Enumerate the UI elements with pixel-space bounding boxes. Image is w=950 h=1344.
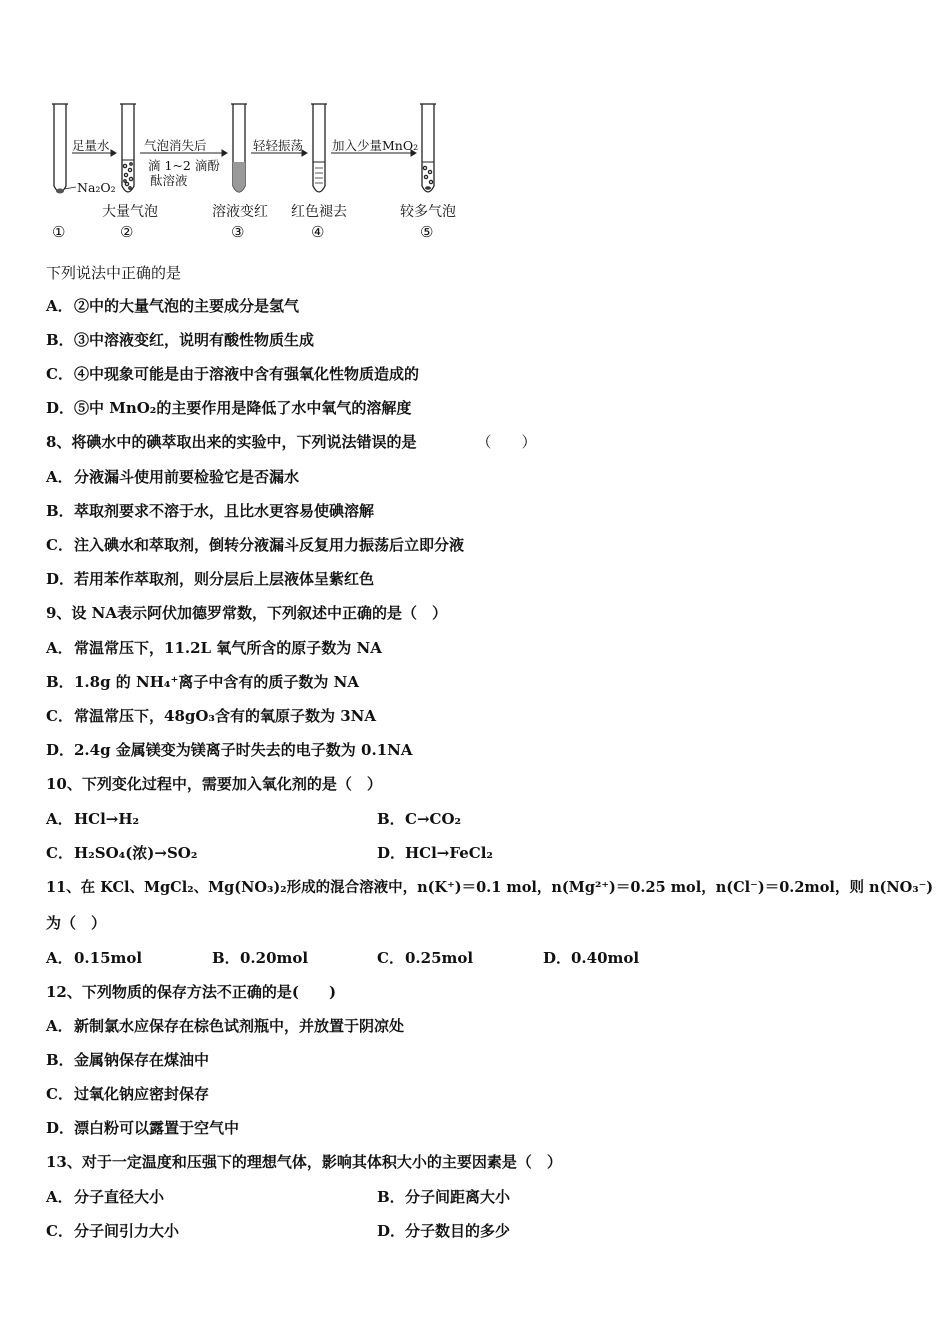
q8-option-b [46, 500, 374, 521]
answer-paren: （ ） [476, 433, 537, 451]
q12-option-c [46, 1083, 209, 1104]
step-label-1: 足量水 [72, 138, 110, 153]
option-label: C． [46, 707, 73, 725]
option-text: ④中现象可能是由于溶液中含有强氧化性物质造成的 [74, 365, 420, 383]
tube-number-3: ③ [231, 223, 245, 241]
q7-option-b [46, 329, 314, 350]
question-8-stem [46, 431, 536, 452]
experiment-figure [40, 98, 470, 248]
q10-option-a [46, 808, 139, 829]
option-label: D． [46, 570, 75, 588]
option-text: ②中的大量气泡的主要成分是氢气 [74, 297, 300, 315]
option-text: 常温常压下，48gO₃含有的氧原子数为 3NA [74, 707, 377, 725]
q10-option-b [377, 808, 461, 829]
option-label: A． [46, 468, 73, 486]
option-label: C． [46, 365, 73, 383]
test-tube-3 [231, 104, 247, 192]
option-label: D． [543, 949, 572, 967]
option-label: B． [377, 810, 405, 828]
option-text: 分子直径大小 [74, 1188, 165, 1206]
option-label: A． [46, 1188, 73, 1206]
option-text: 0.40mol [571, 949, 640, 967]
q11-option-b [212, 947, 308, 968]
q8-option-c [46, 534, 464, 555]
caption-4: 红色褪去 [291, 204, 347, 220]
q7-option-c [46, 363, 419, 384]
caption-2: 大量气泡 [102, 204, 158, 220]
q10-option-d [377, 842, 493, 863]
option-label: B． [46, 502, 74, 520]
tube-number-5: ⑤ [420, 223, 434, 241]
q7-option-d [46, 397, 411, 418]
caption-3: 溶液变红 [212, 204, 268, 220]
q8-option-a [46, 466, 299, 487]
option-label: C． [377, 949, 404, 967]
option-text: ③中溶液变红，说明有酸性物质生成 [74, 331, 315, 349]
option-text: 萃取剂要求不溶于水，且比水更容易使碘溶解 [74, 502, 375, 520]
option-label: C． [46, 536, 73, 554]
option-text: 金属钠保存在煤油中 [74, 1051, 210, 1069]
option-label: D． [46, 741, 75, 759]
option-label: A． [46, 297, 73, 315]
question-11-stem: 11、在 KCl、MgCl₂、Mg(NO₃)₂形成的混合溶液中，n(K⁺)＝0.1 mol，n(Mg²⁺)＝0.25 mol，n(Cl⁻)＝0.2mol，则 n(NO₃⁻) [46, 879, 934, 896]
option-label: C． [46, 1085, 73, 1103]
question-7-stem: 下列说法中正确的是 [46, 264, 182, 282]
test-tube-2 [120, 104, 136, 192]
option-label: B． [212, 949, 240, 967]
question-11-stem-cont: 为（ ） [46, 914, 107, 932]
option-text: 1.8g 的 NH₄⁺离子中含有的质子数为 NA [74, 673, 359, 691]
option-text: 若用苯作萃取剂，则分层后上层液体呈紫红色 [74, 570, 375, 588]
tube-number-4: ④ [311, 223, 325, 241]
option-text: HCl→H₂ [74, 810, 140, 828]
q9-option-c [46, 705, 376, 726]
question-9-stem: 9、设 NA表示阿伏加德罗常数，下列叙述中正确的是（ ） [46, 604, 448, 622]
q9-option-a [46, 637, 382, 658]
option-text: HCl→FeCl₂ [405, 844, 493, 862]
q13-option-c [46, 1220, 179, 1241]
step-note-2a: 滴 1~2 滴酚 [148, 158, 220, 173]
test-tube-4 [311, 104, 327, 192]
step-label-3: 轻轻振荡 [253, 138, 304, 153]
test-tube-1 [52, 104, 68, 194]
option-label: C． [46, 1222, 73, 1240]
option-label: B． [377, 1188, 405, 1206]
q13-option-d [377, 1220, 510, 1241]
q13-option-a [46, 1186, 164, 1207]
q8-option-d [46, 568, 374, 589]
option-text: H₂SO₄(浓)→SO₂ [74, 844, 198, 862]
option-label: A． [46, 1017, 73, 1035]
tube-number-2: ② [120, 223, 134, 241]
q12-option-b [46, 1049, 209, 1070]
q10-option-c [46, 842, 197, 863]
option-label: D． [377, 844, 406, 862]
q13-option-b [377, 1186, 510, 1207]
q7-option-a [46, 295, 299, 316]
option-text: 新制氯水应保存在棕色试剂瓶中，并放置于阴凉处 [74, 1017, 405, 1035]
q12-option-a [46, 1015, 404, 1036]
option-label: C． [46, 844, 73, 862]
q11-option-c [377, 947, 473, 968]
question-10-stem: 10、下列变化过程中，需要加入氧化剂的是（ ） [46, 775, 382, 793]
option-text: C→CO₂ [405, 810, 462, 828]
option-text: 0.20mol [240, 949, 309, 967]
q12-option-d [46, 1117, 239, 1138]
option-label: D． [46, 399, 75, 417]
option-label: A． [46, 639, 73, 657]
caption-5: 较多气泡 [400, 204, 456, 220]
q9-option-b [46, 671, 359, 692]
option-text: ⑤中 MnO₂的主要作用是降低了水中氧气的溶解度 [74, 399, 412, 417]
question-12-stem: 12、下列物质的保存方法不正确的是( ) [46, 983, 337, 1001]
option-label: A． [46, 810, 73, 828]
step-label-2: 气泡消失后 [144, 138, 207, 153]
test-tube-diagram [40, 98, 470, 248]
option-label: A． [46, 949, 73, 967]
tube-number-1: ① [52, 223, 66, 241]
test-tube-5 [420, 104, 436, 192]
option-label: D． [46, 1119, 75, 1137]
q9-option-d [46, 739, 412, 760]
question-text: 8、将碘水中的碘萃取出来的实验中，下列说法错误的是 [46, 433, 417, 451]
option-text: 分液漏斗使用前要检验它是否漏水 [74, 468, 300, 486]
option-label: B． [46, 331, 74, 349]
option-text: 过氧化钠应密封保存 [74, 1085, 210, 1103]
option-text: 0.15mol [74, 949, 143, 967]
step-note-2b: 酞溶液 [150, 173, 188, 188]
option-text: 常温常压下，11.2L 氧气所含的原子数为 NA [74, 639, 382, 657]
option-text: 分子间距离大小 [405, 1188, 511, 1206]
step-label-4: 加入少量MnO₂ [332, 138, 419, 153]
question-13-stem: 13、对于一定温度和压强下的理想气体，影响其体积大小的主要因素是（ ） [46, 1153, 562, 1171]
reagent-label: Na₂O₂ [77, 180, 116, 195]
option-label: B． [46, 673, 74, 691]
option-text: 分子数目的多少 [405, 1222, 511, 1240]
option-label: D． [377, 1222, 406, 1240]
q11-option-d [543, 947, 639, 968]
option-text: 分子间引力大小 [74, 1222, 180, 1240]
option-text: 注入碘水和萃取剂，倒转分液漏斗反复用力振荡后立即分液 [74, 536, 465, 554]
option-text: 漂白粉可以露置于空气中 [74, 1119, 240, 1137]
option-label: B． [46, 1051, 74, 1069]
option-text: 0.25mol [405, 949, 474, 967]
option-text: 2.4g 金属镁变为镁离子时失去的电子数为 0.1NA [74, 741, 413, 759]
q11-option-a [46, 947, 142, 968]
